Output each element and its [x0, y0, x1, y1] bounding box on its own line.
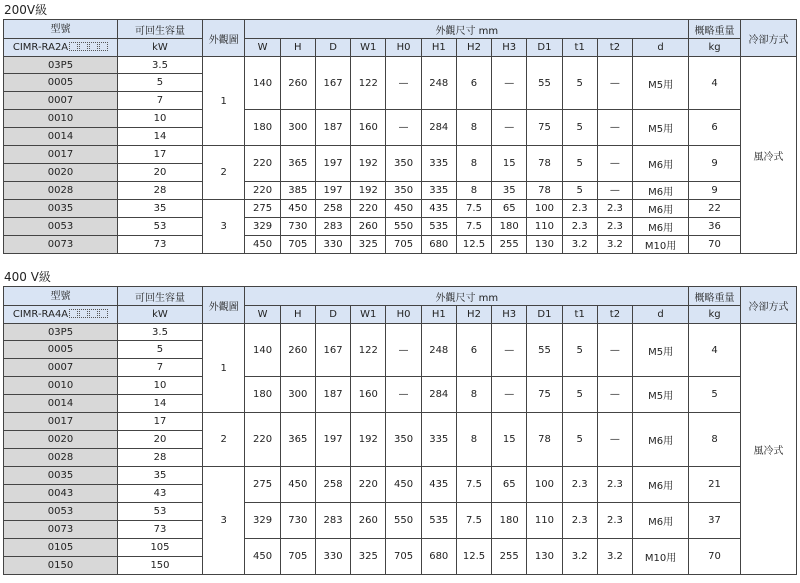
dimension-value: 284: [421, 377, 456, 413]
dimension-value: 258: [315, 467, 350, 503]
dimension-value: M6用: [633, 503, 689, 539]
model-code: 0035: [4, 200, 118, 218]
dimension-value: 192: [351, 146, 386, 182]
model-code: 03P5: [4, 324, 118, 341]
header-dim-col: t1: [562, 306, 597, 324]
dimension-value: 350: [386, 182, 421, 200]
header-capacity: 可回生容量: [118, 20, 203, 39]
header-capacity-unit: kW: [118, 39, 203, 57]
header-dim-col: W1: [351, 39, 386, 57]
dimension-value: 3.2: [597, 236, 632, 254]
header-weight: 概略重量: [689, 287, 741, 306]
dimension-value: 4: [689, 324, 741, 377]
header-model: 型號: [4, 287, 118, 306]
section-title-400v: 400 V級: [4, 270, 51, 284]
dimension-value: 180: [245, 377, 280, 413]
dimension-value: 705: [280, 539, 315, 575]
dimension-value: 8: [689, 413, 741, 467]
table-row: [4, 503, 797, 521]
dimension-value: 5: [562, 146, 597, 182]
dimension-value: 180: [492, 503, 527, 539]
table-row: [4, 539, 797, 557]
dimension-value: 180: [245, 110, 280, 146]
dimension-value: 535: [421, 503, 456, 539]
dimension-value: —: [597, 110, 632, 146]
dimension-value: 12.5: [456, 539, 491, 575]
capacity-value: 53: [118, 503, 203, 521]
capacity-value: 28: [118, 449, 203, 467]
dimension-value: 9: [689, 182, 741, 200]
model-code: 0073: [4, 236, 118, 254]
dimension-value: 255: [492, 539, 527, 575]
dimension-value: 450: [386, 200, 421, 218]
dimension-value: 192: [351, 413, 386, 467]
header-dimensions: 外觀尺寸 mm: [245, 20, 689, 39]
table-row: [4, 467, 797, 485]
dimension-value: 350: [386, 413, 421, 467]
dimension-value: 75: [527, 110, 562, 146]
dimension-value: 2.3: [562, 503, 597, 539]
model-code: 0005: [4, 341, 118, 359]
model-code: 0043: [4, 485, 118, 503]
table-row: [4, 200, 797, 218]
dimension-value: M10用: [633, 539, 689, 575]
dimension-value: 7.5: [456, 218, 491, 236]
dimension-value: 330: [315, 236, 350, 254]
dimension-value: 5: [562, 324, 597, 377]
dimension-value: M5用: [633, 57, 689, 110]
outline-figure: 3: [202, 200, 244, 254]
dimension-value: 325: [351, 236, 386, 254]
capacity-value: 28: [118, 182, 203, 200]
dimension-value: M6用: [633, 218, 689, 236]
model-code: 0073: [4, 521, 118, 539]
dimension-value: 3.2: [597, 539, 632, 575]
dimension-value: 450: [245, 539, 280, 575]
capacity-value: 7: [118, 359, 203, 377]
dimension-value: 450: [280, 200, 315, 218]
model-code: 0007: [4, 359, 118, 377]
dimension-value: 300: [280, 110, 315, 146]
dimension-value: 130: [527, 539, 562, 575]
dimension-value: 110: [527, 218, 562, 236]
dimension-value: —: [492, 57, 527, 110]
header-model: 型號: [4, 20, 118, 39]
header-model-prefix: [4, 39, 118, 57]
capacity-value: 43: [118, 485, 203, 503]
header-dim-col: t2: [597, 306, 632, 324]
dimension-value: 220: [351, 200, 386, 218]
table-row: [4, 146, 797, 164]
model-code: 0105: [4, 539, 118, 557]
dimension-value: 329: [245, 218, 280, 236]
dimension-value: 260: [351, 503, 386, 539]
dimension-value: 450: [386, 467, 421, 503]
table-row: [4, 218, 797, 236]
dimension-value: 329: [245, 503, 280, 539]
dimension-value: 435: [421, 467, 456, 503]
model-prefix-text: CIMR-RA2A: [12, 42, 69, 53]
dimension-value: 180: [492, 218, 527, 236]
header-dim-col: H2: [456, 39, 491, 57]
model-code: 0005: [4, 74, 118, 92]
header-outline: 外觀圖: [202, 287, 244, 324]
dimension-value: 260: [280, 57, 315, 110]
dimension-value: 2.3: [597, 200, 632, 218]
dimension-value: 450: [245, 236, 280, 254]
dimension-value: 365: [280, 413, 315, 467]
dimension-value: 284: [421, 110, 456, 146]
header-outline: 外觀圖: [202, 20, 244, 57]
header-cooling: 冷卻方式: [740, 287, 796, 324]
dimension-value: M6用: [633, 413, 689, 467]
dimension-value: 435: [421, 200, 456, 218]
dimension-value: 5: [562, 413, 597, 467]
dimension-value: M6用: [633, 200, 689, 218]
capacity-value: 5: [118, 341, 203, 359]
dimension-value: 680: [421, 539, 456, 575]
dimension-value: 55: [527, 324, 562, 377]
dimension-value: 9: [689, 146, 741, 182]
dimension-value: 680: [421, 236, 456, 254]
dimension-value: 335: [421, 146, 456, 182]
placeholder-box: [69, 42, 78, 51]
dimension-value: M5用: [633, 324, 689, 377]
header-capacity-unit: kW: [118, 306, 203, 324]
header-weight: 概略重量: [689, 20, 741, 39]
capacity-value: 10: [118, 110, 203, 128]
dimension-value: 260: [351, 218, 386, 236]
dimension-value: 7.5: [456, 503, 491, 539]
dimension-value: —: [492, 324, 527, 377]
dimension-value: 78: [527, 413, 562, 467]
capacity-value: 105: [118, 539, 203, 557]
header-dim-col: H0: [386, 306, 421, 324]
dimension-value: 330: [315, 539, 350, 575]
dimension-value: 15: [492, 146, 527, 182]
dimension-value: 260: [280, 324, 315, 377]
dimension-value: 8: [456, 182, 491, 200]
dimension-value: 100: [527, 200, 562, 218]
dimension-value: 300: [280, 377, 315, 413]
dimension-value: —: [597, 377, 632, 413]
capacity-value: 17: [118, 413, 203, 431]
outline-figure: 2: [202, 146, 244, 200]
header-dim-col: D1: [527, 306, 562, 324]
table-row: [4, 57, 797, 74]
dimension-value: 35: [492, 182, 527, 200]
dimension-value: 248: [421, 57, 456, 110]
dimension-value: 275: [245, 200, 280, 218]
dimension-value: 2.3: [597, 503, 632, 539]
capacity-value: 150: [118, 557, 203, 575]
header-dim-col: W1: [351, 306, 386, 324]
header-dim-col: W: [245, 306, 280, 324]
dimension-value: 160: [351, 377, 386, 413]
dimension-value: 130: [527, 236, 562, 254]
model-code: 0017: [4, 413, 118, 431]
dimension-value: M10用: [633, 236, 689, 254]
dimension-value: 65: [492, 467, 527, 503]
model-code: 0150: [4, 557, 118, 575]
dimension-value: 283: [315, 218, 350, 236]
header-dim-col: H3: [492, 39, 527, 57]
model-code: 0028: [4, 449, 118, 467]
model-code: 0020: [4, 431, 118, 449]
dimension-value: 450: [280, 467, 315, 503]
dimension-value: 167: [315, 57, 350, 110]
dimension-value: 8: [456, 146, 491, 182]
dimension-value: 7.5: [456, 200, 491, 218]
dimension-value: 248: [421, 324, 456, 377]
dimension-value: 3.2: [562, 539, 597, 575]
dimension-value: 730: [280, 503, 315, 539]
dimension-value: 70: [689, 236, 741, 254]
capacity-value: 10: [118, 377, 203, 395]
dimension-value: 3.2: [562, 236, 597, 254]
dimension-value: 70: [689, 539, 741, 575]
dimension-value: 7.5: [456, 467, 491, 503]
capacity-value: 35: [118, 467, 203, 485]
dimension-value: —: [597, 146, 632, 182]
model-code: 0053: [4, 218, 118, 236]
placeholder-box: [69, 309, 78, 318]
header-dim-col: H: [280, 306, 315, 324]
dimension-value: 258: [315, 200, 350, 218]
header-dim-col: d: [633, 39, 689, 57]
dimension-value: 12.5: [456, 236, 491, 254]
dimension-value: 5: [562, 110, 597, 146]
spec-table-400v: [3, 286, 797, 575]
placeholder-box: [79, 309, 88, 318]
section-title-200v: 200V級: [4, 3, 48, 17]
header-dim-col: H: [280, 39, 315, 57]
header-cooling: 冷卻方式: [740, 20, 796, 57]
dimension-value: 730: [280, 218, 315, 236]
dimension-value: —: [386, 324, 421, 377]
dimension-value: 5: [689, 377, 741, 413]
capacity-value: 53: [118, 218, 203, 236]
dimension-value: —: [492, 377, 527, 413]
model-code: 0053: [4, 503, 118, 521]
placeholder-box: [89, 42, 98, 51]
dimension-value: 65: [492, 200, 527, 218]
dimension-value: 550: [386, 218, 421, 236]
dimension-value: —: [386, 377, 421, 413]
placeholder-box: [99, 309, 108, 318]
header-dim-col: D1: [527, 39, 562, 57]
header-weight-unit: kg: [689, 39, 741, 57]
header-dim-col: D: [315, 39, 350, 57]
placeholder-box: [79, 42, 88, 51]
capacity-value: 14: [118, 395, 203, 413]
dimension-value: 197: [315, 182, 350, 200]
dimension-value: 2.3: [597, 467, 632, 503]
model-code: 0017: [4, 146, 118, 164]
cooling-method: 風冷式: [740, 324, 796, 575]
capacity-value: 73: [118, 521, 203, 539]
dimension-value: 335: [421, 413, 456, 467]
dimension-value: —: [597, 182, 632, 200]
outline-figure: 2: [202, 413, 244, 467]
dimension-value: 325: [351, 539, 386, 575]
header-model-prefix: [4, 306, 118, 324]
table-row: [4, 110, 797, 128]
header-capacity: 可回生容量: [118, 287, 203, 306]
header-dim-col: H2: [456, 306, 491, 324]
dimension-value: 110: [527, 503, 562, 539]
header-dim-col: H3: [492, 306, 527, 324]
capacity-value: 5: [118, 74, 203, 92]
dimension-value: 197: [315, 413, 350, 467]
dimension-value: 220: [245, 146, 280, 182]
dimension-value: —: [597, 413, 632, 467]
header-dim-col: t1: [562, 39, 597, 57]
dimension-value: 2.3: [597, 218, 632, 236]
spec-table-200v: [3, 19, 797, 254]
dimension-value: 6: [456, 57, 491, 110]
header-dim-col: t2: [597, 39, 632, 57]
capacity-value: 35: [118, 200, 203, 218]
dimension-value: 192: [351, 182, 386, 200]
dimension-value: 8: [456, 413, 491, 467]
dimension-value: 36: [689, 218, 741, 236]
dimension-value: 100: [527, 467, 562, 503]
header-dim-col: H1: [421, 306, 456, 324]
dimension-value: 122: [351, 324, 386, 377]
model-code: 0010: [4, 110, 118, 128]
dimension-value: 167: [315, 324, 350, 377]
dimension-value: 275: [245, 467, 280, 503]
dimension-value: 283: [315, 503, 350, 539]
placeholder-box: [89, 309, 98, 318]
dimension-value: M6用: [633, 467, 689, 503]
dimension-value: 78: [527, 182, 562, 200]
dimension-value: 78: [527, 146, 562, 182]
header-dimensions: 外觀尺寸 mm: [245, 287, 689, 306]
dimension-value: 37: [689, 503, 741, 539]
capacity-value: 7: [118, 92, 203, 110]
table-row: [4, 413, 797, 431]
capacity-value: 3.5: [118, 57, 203, 74]
cooling-method: 風冷式: [740, 57, 796, 254]
dimension-value: —: [386, 57, 421, 110]
model-code: 0035: [4, 467, 118, 485]
dimension-value: 75: [527, 377, 562, 413]
capacity-value: 3.5: [118, 324, 203, 341]
dimension-value: —: [597, 57, 632, 110]
dimension-value: 535: [421, 218, 456, 236]
dimension-value: 220: [245, 413, 280, 467]
dimension-value: 4: [689, 57, 741, 110]
dimension-value: 705: [386, 539, 421, 575]
header-dim-col: W: [245, 39, 280, 57]
table-row: [4, 182, 797, 200]
dimension-value: 2.3: [562, 200, 597, 218]
dimension-value: 21: [689, 467, 741, 503]
model-prefix-text: CIMR-RA4A: [12, 309, 69, 320]
dimension-value: 6: [456, 324, 491, 377]
dimension-value: 2.3: [562, 467, 597, 503]
dimension-value: 5: [562, 377, 597, 413]
dimension-value: 140: [245, 324, 280, 377]
dimension-value: 6: [689, 110, 741, 146]
dimension-value: 2.3: [562, 218, 597, 236]
table-row: [4, 324, 797, 341]
outline-figure: 3: [202, 467, 244, 575]
dimension-value: 140: [245, 57, 280, 110]
model-code: 0028: [4, 182, 118, 200]
dimension-value: 5: [562, 182, 597, 200]
header-dim-col: H0: [386, 39, 421, 57]
model-code: 0014: [4, 128, 118, 146]
capacity-value: 17: [118, 146, 203, 164]
dimension-value: 705: [386, 236, 421, 254]
model-code: 0007: [4, 92, 118, 110]
model-code: 0014: [4, 395, 118, 413]
dimension-value: 22: [689, 200, 741, 218]
dimension-value: 220: [245, 182, 280, 200]
outline-figure: 1: [202, 324, 244, 413]
dimension-value: 197: [315, 146, 350, 182]
dimension-value: 55: [527, 57, 562, 110]
model-code: 0010: [4, 377, 118, 395]
model-code: 0020: [4, 164, 118, 182]
dimension-value: 220: [351, 467, 386, 503]
dimension-value: 8: [456, 377, 491, 413]
dimension-value: 385: [280, 182, 315, 200]
dimension-value: 350: [386, 146, 421, 182]
table-row: [4, 377, 797, 395]
dimension-value: 187: [315, 110, 350, 146]
dimension-value: M5用: [633, 377, 689, 413]
model-code: 03P5: [4, 57, 118, 74]
dimension-value: M6用: [633, 146, 689, 182]
dimension-value: 365: [280, 146, 315, 182]
dimension-value: 187: [315, 377, 350, 413]
dimension-value: 550: [386, 503, 421, 539]
dimension-value: 8: [456, 110, 491, 146]
header-dim-col: D: [315, 306, 350, 324]
outline-figure: 1: [202, 57, 244, 146]
header-dim-col: H1: [421, 39, 456, 57]
capacity-value: 14: [118, 128, 203, 146]
dimension-value: 705: [280, 236, 315, 254]
dimension-value: —: [386, 110, 421, 146]
capacity-value: 20: [118, 431, 203, 449]
dimension-value: 160: [351, 110, 386, 146]
table-row: [4, 236, 797, 254]
dimension-value: M5用: [633, 110, 689, 146]
header-weight-unit: kg: [689, 306, 741, 324]
dimension-value: —: [492, 110, 527, 146]
placeholder-box: [99, 42, 108, 51]
dimension-value: —: [597, 324, 632, 377]
dimension-value: 122: [351, 57, 386, 110]
dimension-value: 5: [562, 57, 597, 110]
capacity-value: 20: [118, 164, 203, 182]
dimension-value: M6用: [633, 182, 689, 200]
dimension-value: 255: [492, 236, 527, 254]
dimension-value: 335: [421, 182, 456, 200]
capacity-value: 73: [118, 236, 203, 254]
header-dim-col: d: [633, 306, 689, 324]
dimension-value: 15: [492, 413, 527, 467]
